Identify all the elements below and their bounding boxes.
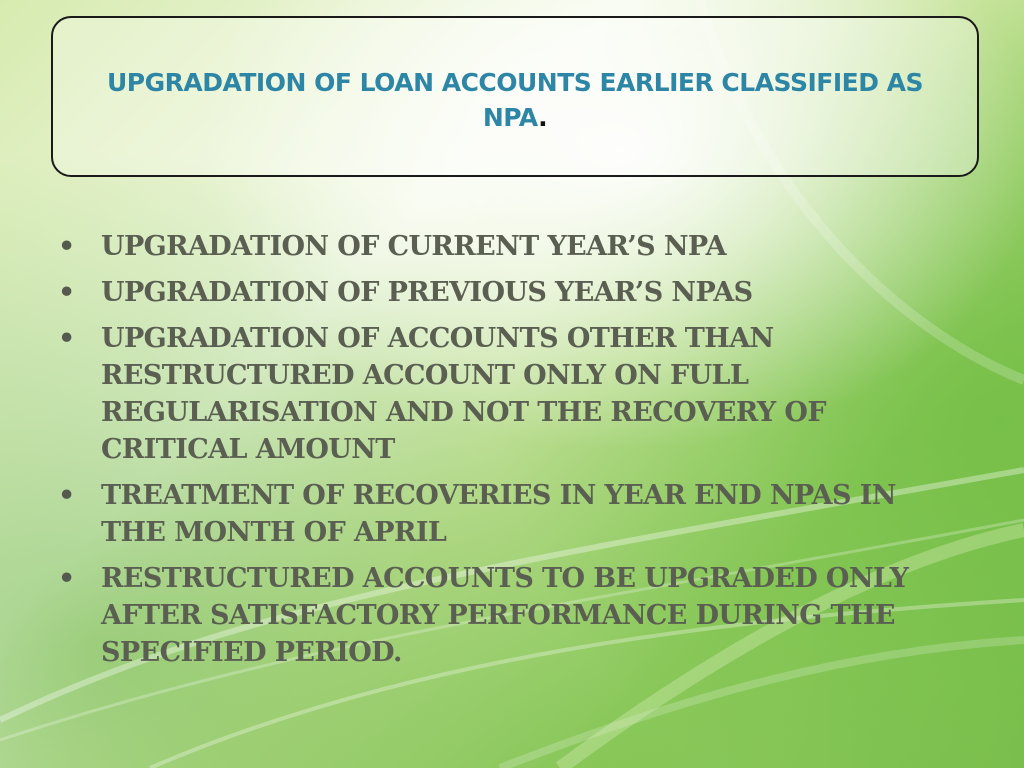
bullet-item bbox=[58, 320, 958, 468]
bullet-icon: • bbox=[58, 563, 75, 594]
slide-title-terminal: . bbox=[538, 102, 548, 132]
bullet-icon: • bbox=[58, 323, 75, 354]
bullet-item bbox=[58, 274, 958, 311]
bullet-item bbox=[58, 477, 958, 551]
bullet-icon: • bbox=[58, 231, 75, 262]
bullet-icon: • bbox=[58, 480, 75, 511]
bullet-item bbox=[58, 228, 958, 265]
bullet-text: UPGRADATION OF ACCOUNTS OTHER THAN RESTRUCTURED ACCOUNT ONLY ON FULL REGULARISATION AND NOT THE RECOVERY OF CRITICAL AMOUNT bbox=[101, 323, 826, 465]
bullet-text: UPGRADATION OF CURRENT YEAR’S NPA bbox=[101, 231, 726, 262]
bullet-list bbox=[58, 228, 958, 680]
bullet-text: UPGRADATION OF PREVIOUS YEAR’S NPAS bbox=[101, 277, 753, 308]
bullet-item bbox=[58, 560, 958, 671]
bullet-icon: • bbox=[58, 277, 75, 308]
bullet-text: TREATMENT OF RECOVERIES IN YEAR END NPAS IN THE MONTH OF APRIL bbox=[101, 480, 896, 548]
slide-title bbox=[73, 65, 957, 135]
slide-title-text: UPGRADATION OF LOAN ACCOUNTS EARLIER CLASSIFIED AS NPA bbox=[106, 67, 924, 132]
title-box bbox=[51, 16, 979, 177]
bullet-text: RESTRUCTURED ACCOUNTS TO BE UPGRADED ONLY AFTER SATISFACTORY PERFORMANCE DURING THE SPECIFIED PERIOD. bbox=[101, 563, 909, 668]
